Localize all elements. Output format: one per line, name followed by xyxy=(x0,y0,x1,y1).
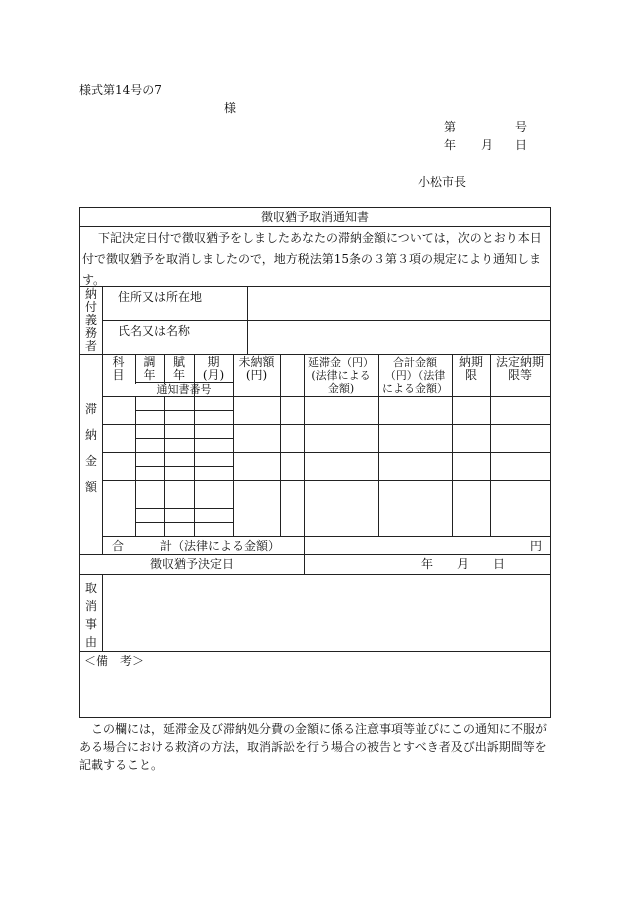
date-month: 月 xyxy=(481,138,494,152)
rule xyxy=(102,286,103,554)
notice-form xyxy=(79,207,551,718)
decision-day: 日 xyxy=(493,557,506,571)
rule xyxy=(135,522,233,523)
rule xyxy=(80,574,550,575)
taxpayer-label: 納 付 義 務 者 xyxy=(84,287,97,353)
col-notice-no: 通知書番号 xyxy=(156,383,212,396)
col-due: 納期 限 xyxy=(458,355,483,382)
name-label: 氏名又は名称 xyxy=(118,324,191,338)
doc-no-prefix: 第 xyxy=(444,120,457,134)
total-unit: 円 xyxy=(530,539,543,553)
date-day: 日 xyxy=(515,138,528,152)
rule xyxy=(102,424,550,425)
rule xyxy=(247,286,248,354)
col-legal-due: 法定納期 限等 xyxy=(495,355,544,382)
intro-text: 下記決定日付で徴収猶予をしましたあなたの滞納金額については，次のとおり本日付で徴収猶予を取消しましたので，地方税法第15条の３第３項の規定により通知します。 xyxy=(82,231,542,287)
col-total: 合計金額 （円）（法律 による金額） xyxy=(382,356,448,395)
decision-year: 年 xyxy=(421,557,434,571)
rule xyxy=(135,508,233,509)
col-period: 期 (月) xyxy=(202,355,225,382)
issuer: 小松市長 xyxy=(418,175,467,189)
form-title: 徴収猶予取消通知書 xyxy=(260,210,369,224)
cancel-reason-label: 取 消 事 由 xyxy=(84,581,97,649)
rule xyxy=(102,574,103,651)
recipient-suffix: 様 xyxy=(224,101,237,115)
rule xyxy=(135,438,233,439)
rule xyxy=(80,226,550,227)
doc-no-suffix: 号 xyxy=(515,120,528,134)
rule xyxy=(280,354,281,536)
rule xyxy=(102,452,550,453)
rule xyxy=(135,466,233,467)
arrears-label: 滞 納 金 額 xyxy=(84,402,97,494)
col-levy-year: 賦 年 xyxy=(172,355,185,382)
rule xyxy=(102,320,550,321)
rule xyxy=(164,396,165,536)
col-unpaid: 未納額 (円) xyxy=(238,355,275,382)
col-year: 調 年 xyxy=(143,355,156,382)
total-label-2: 計（法律による金額） xyxy=(160,539,281,553)
form-number: 様式第14号の7 xyxy=(79,83,162,97)
rule xyxy=(102,396,550,397)
rule xyxy=(80,554,550,555)
address-label: 住所又は所在地 xyxy=(118,290,203,304)
rule xyxy=(102,536,550,537)
col-item: 科 目 xyxy=(112,355,125,382)
remarks-label: ＜備 考＞ xyxy=(84,654,145,668)
rule xyxy=(135,396,136,536)
rule xyxy=(102,480,550,481)
footnote: この欄には，延滞金及び滞納処分費の金額に係る注意事項等並びにこの通知に不服がある場合における救済の方法，取消訴訟を行う場合の被告とすべき者及び出訴期間等を記載すること。 xyxy=(79,722,548,772)
total-label-1: 合 xyxy=(112,539,125,553)
decision-date-label: 徴収猶予決定日 xyxy=(149,557,234,571)
rule xyxy=(80,651,550,652)
decision-month: 月 xyxy=(457,557,470,571)
date-year: 年 xyxy=(444,138,457,152)
col-late-fee: 延滞金（円） (法律による 金額) xyxy=(308,356,374,395)
rule xyxy=(135,410,233,411)
